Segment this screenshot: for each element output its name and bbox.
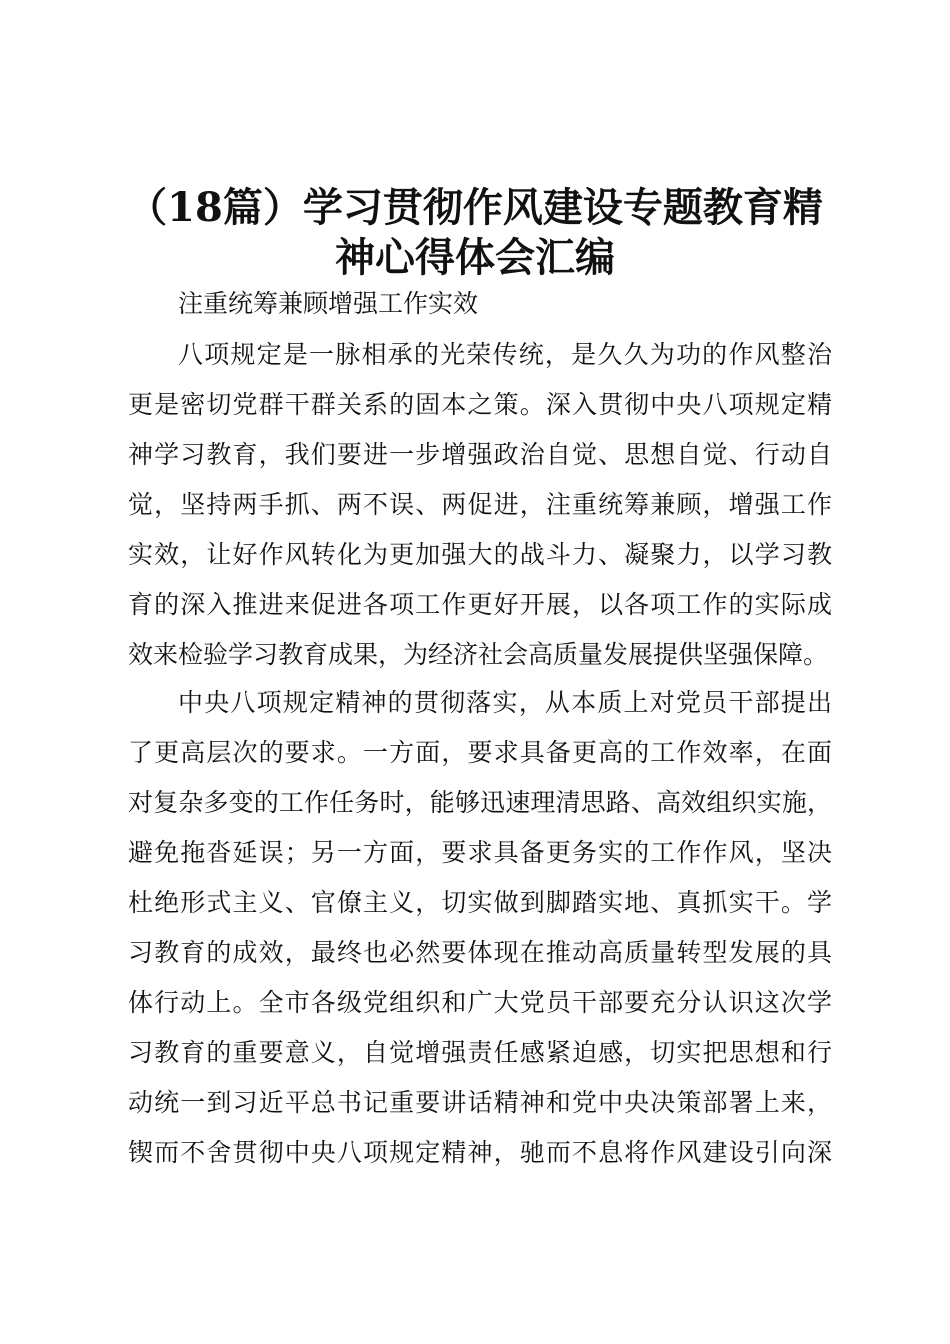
document-title xyxy=(100,183,850,283)
text-line: 避免拖沓延误；另一方面，要求具备更务实的工作作风，坚决 xyxy=(128,838,832,867)
text-line: 更是密切党群干群关系的固本之策。深入贯彻中央八项规定精 xyxy=(128,390,832,419)
text-line: 神学习教育，我们要进一步增强政治自觉、思想自觉、行动自 xyxy=(128,440,832,469)
section-subheading: 注重统筹兼顾增强工作实效 xyxy=(178,289,479,318)
text-line: 了更高层次的要求。一方面，要求具备更高的工作效率，在面 xyxy=(128,738,832,767)
text-line: 实效，让好作风转化为更加强大的战斗力、凝聚力，以学习教 xyxy=(128,540,832,569)
text-line: 习教育的重要意义，自觉增强责任感紧迫感，切实把思想和行 xyxy=(128,1038,832,1067)
text-line: 习教育的成效，最终也必然要体现在推动高质量转型发展的具 xyxy=(128,938,832,967)
text-line: 锲而不舍贯彻中央八项规定精神，驰而不息将作风建设引向深 xyxy=(128,1138,832,1167)
text-line: 杜绝形式主义、官僚主义，切实做到脚踏实地、真抓实干。学 xyxy=(128,888,832,917)
text-line: 对复杂多变的工作任务时，能够迅速理清思路、高效组织实施， xyxy=(128,788,832,817)
text-line: 体行动上。全市各级党组织和广大党员干部要充分认识这次学 xyxy=(128,988,832,1017)
text-line: 育的深入推进来促进各项工作更好开展，以各项工作的实际成 xyxy=(128,590,832,619)
text-line: 中央八项规定精神的贯彻落实，从本质上对党员干部提出 xyxy=(178,688,832,717)
text-line: 八项规定是一脉相承的光荣传统，是久久为功的作风整治 xyxy=(178,340,832,369)
text-line: 觉，坚持两手抓、两不误、两促进，注重统筹兼顾，增强工作 xyxy=(128,490,832,519)
title-line-1: （18篇）学习贯彻作风建设专题教育精 xyxy=(127,184,823,231)
title-line-2: 神心得体会汇编 xyxy=(335,234,615,281)
text-line: 动统一到习近平总书记重要讲话精神和党中央决策部署上来， xyxy=(128,1088,832,1117)
text-line: 效来检验学习教育成果，为经济社会高质量发展提供坚强保障。 xyxy=(128,640,829,669)
